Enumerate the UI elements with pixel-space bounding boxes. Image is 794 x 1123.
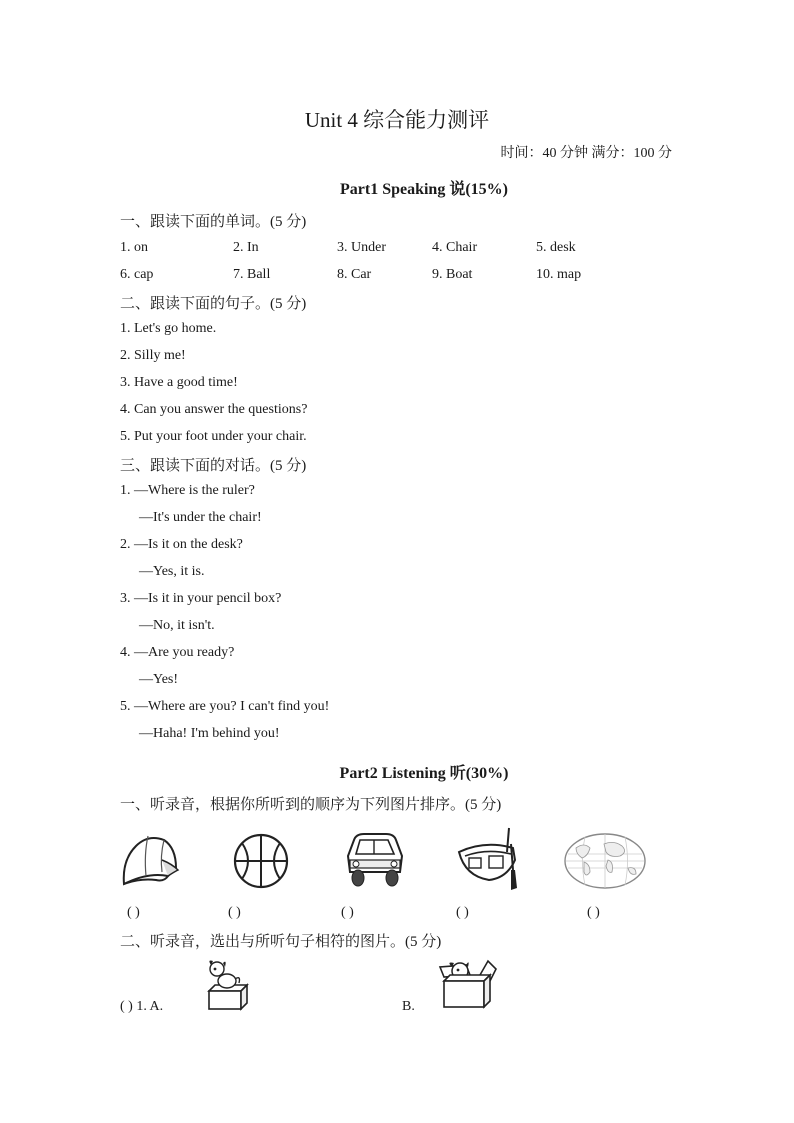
dialogue-reply: —It's under the chair! (139, 510, 262, 525)
part1-q3-heading: 三、跟读下面的对话。(5 分) (120, 458, 307, 474)
answer-blank[interactable]: ( ) (587, 905, 600, 920)
sentence-item: 4. Can you answer the questions? (120, 402, 308, 417)
option-b-label: B. (402, 999, 415, 1014)
part2-q1-heading: 一、听录音，根据你所听到的顺序为下列图片排序。(5 分) (120, 797, 502, 813)
part1-q1-heading: 一、跟读下面的单词。(5 分) (120, 214, 307, 230)
word-item: 2. In (233, 240, 259, 255)
sentence-item: 2. Silly me! (120, 348, 186, 363)
word-item: 5. desk (536, 240, 576, 255)
dialogue-line: 3. —Is it in your pencil box? (120, 591, 282, 606)
dialogue-reply: —No, it isn't. (139, 618, 215, 633)
word-item: 9. Boat (432, 267, 473, 282)
part1-title: Part1 Speaking 说(15%) (339, 181, 508, 198)
word-item: 6. cap (120, 267, 154, 282)
dialogue-reply: —Yes! (139, 672, 179, 687)
dialogue-reply: —Yes, it is. (139, 564, 205, 579)
ball-icon (232, 832, 290, 890)
word-item: 4. Chair (432, 240, 478, 255)
part2-q2-heading: 二、听录音，选出与所听句子相符的图片。(5 分) (120, 934, 442, 950)
dog-in-box-icon (436, 955, 498, 1011)
question-item-label: ( ) 1. A. (120, 999, 164, 1014)
word-item: 7. Ball (233, 267, 271, 282)
sentence-item: 3. Have a good time! (120, 375, 238, 390)
word-item: 8. Car (337, 267, 372, 282)
cap-icon (118, 830, 180, 892)
part2-title: Part2 Listening 听(30%) (339, 765, 509, 782)
word-item: 10. map (536, 267, 582, 282)
boat-icon (455, 824, 519, 892)
time-score-info: 时间：40 分钟 满分：100 分 (500, 146, 672, 161)
car-icon (340, 828, 408, 892)
dialogue-line: 5. —Where are you? I can't find you! (120, 699, 330, 714)
answer-blank[interactable]: ( ) (341, 905, 354, 920)
part1-q2-heading: 二、跟读下面的句子。(5 分) (120, 296, 307, 312)
word-item: 1. on (120, 240, 148, 255)
dialogue-line: 2. —Is it on the desk? (120, 537, 243, 552)
answer-blank[interactable]: ( ) (456, 905, 469, 920)
sentence-item: 5. Put your foot under your chair. (120, 429, 307, 444)
answer-blank[interactable]: ( ) (127, 905, 140, 920)
dialogue-line: 1. —Where is the ruler? (120, 483, 255, 498)
sentence-item: 1. Let's go home. (120, 321, 217, 336)
dialogue-reply: —Haha! I'm behind you! (139, 726, 280, 741)
dialogue-line: 4. —Are you ready? (120, 645, 235, 660)
word-item: 3. Under (337, 240, 386, 255)
map-icon (562, 832, 648, 890)
dog-on-box-icon (203, 957, 251, 1013)
answer-blank[interactable]: ( ) (228, 905, 241, 920)
page-title: Unit 4 综合能力测评 (304, 108, 490, 132)
